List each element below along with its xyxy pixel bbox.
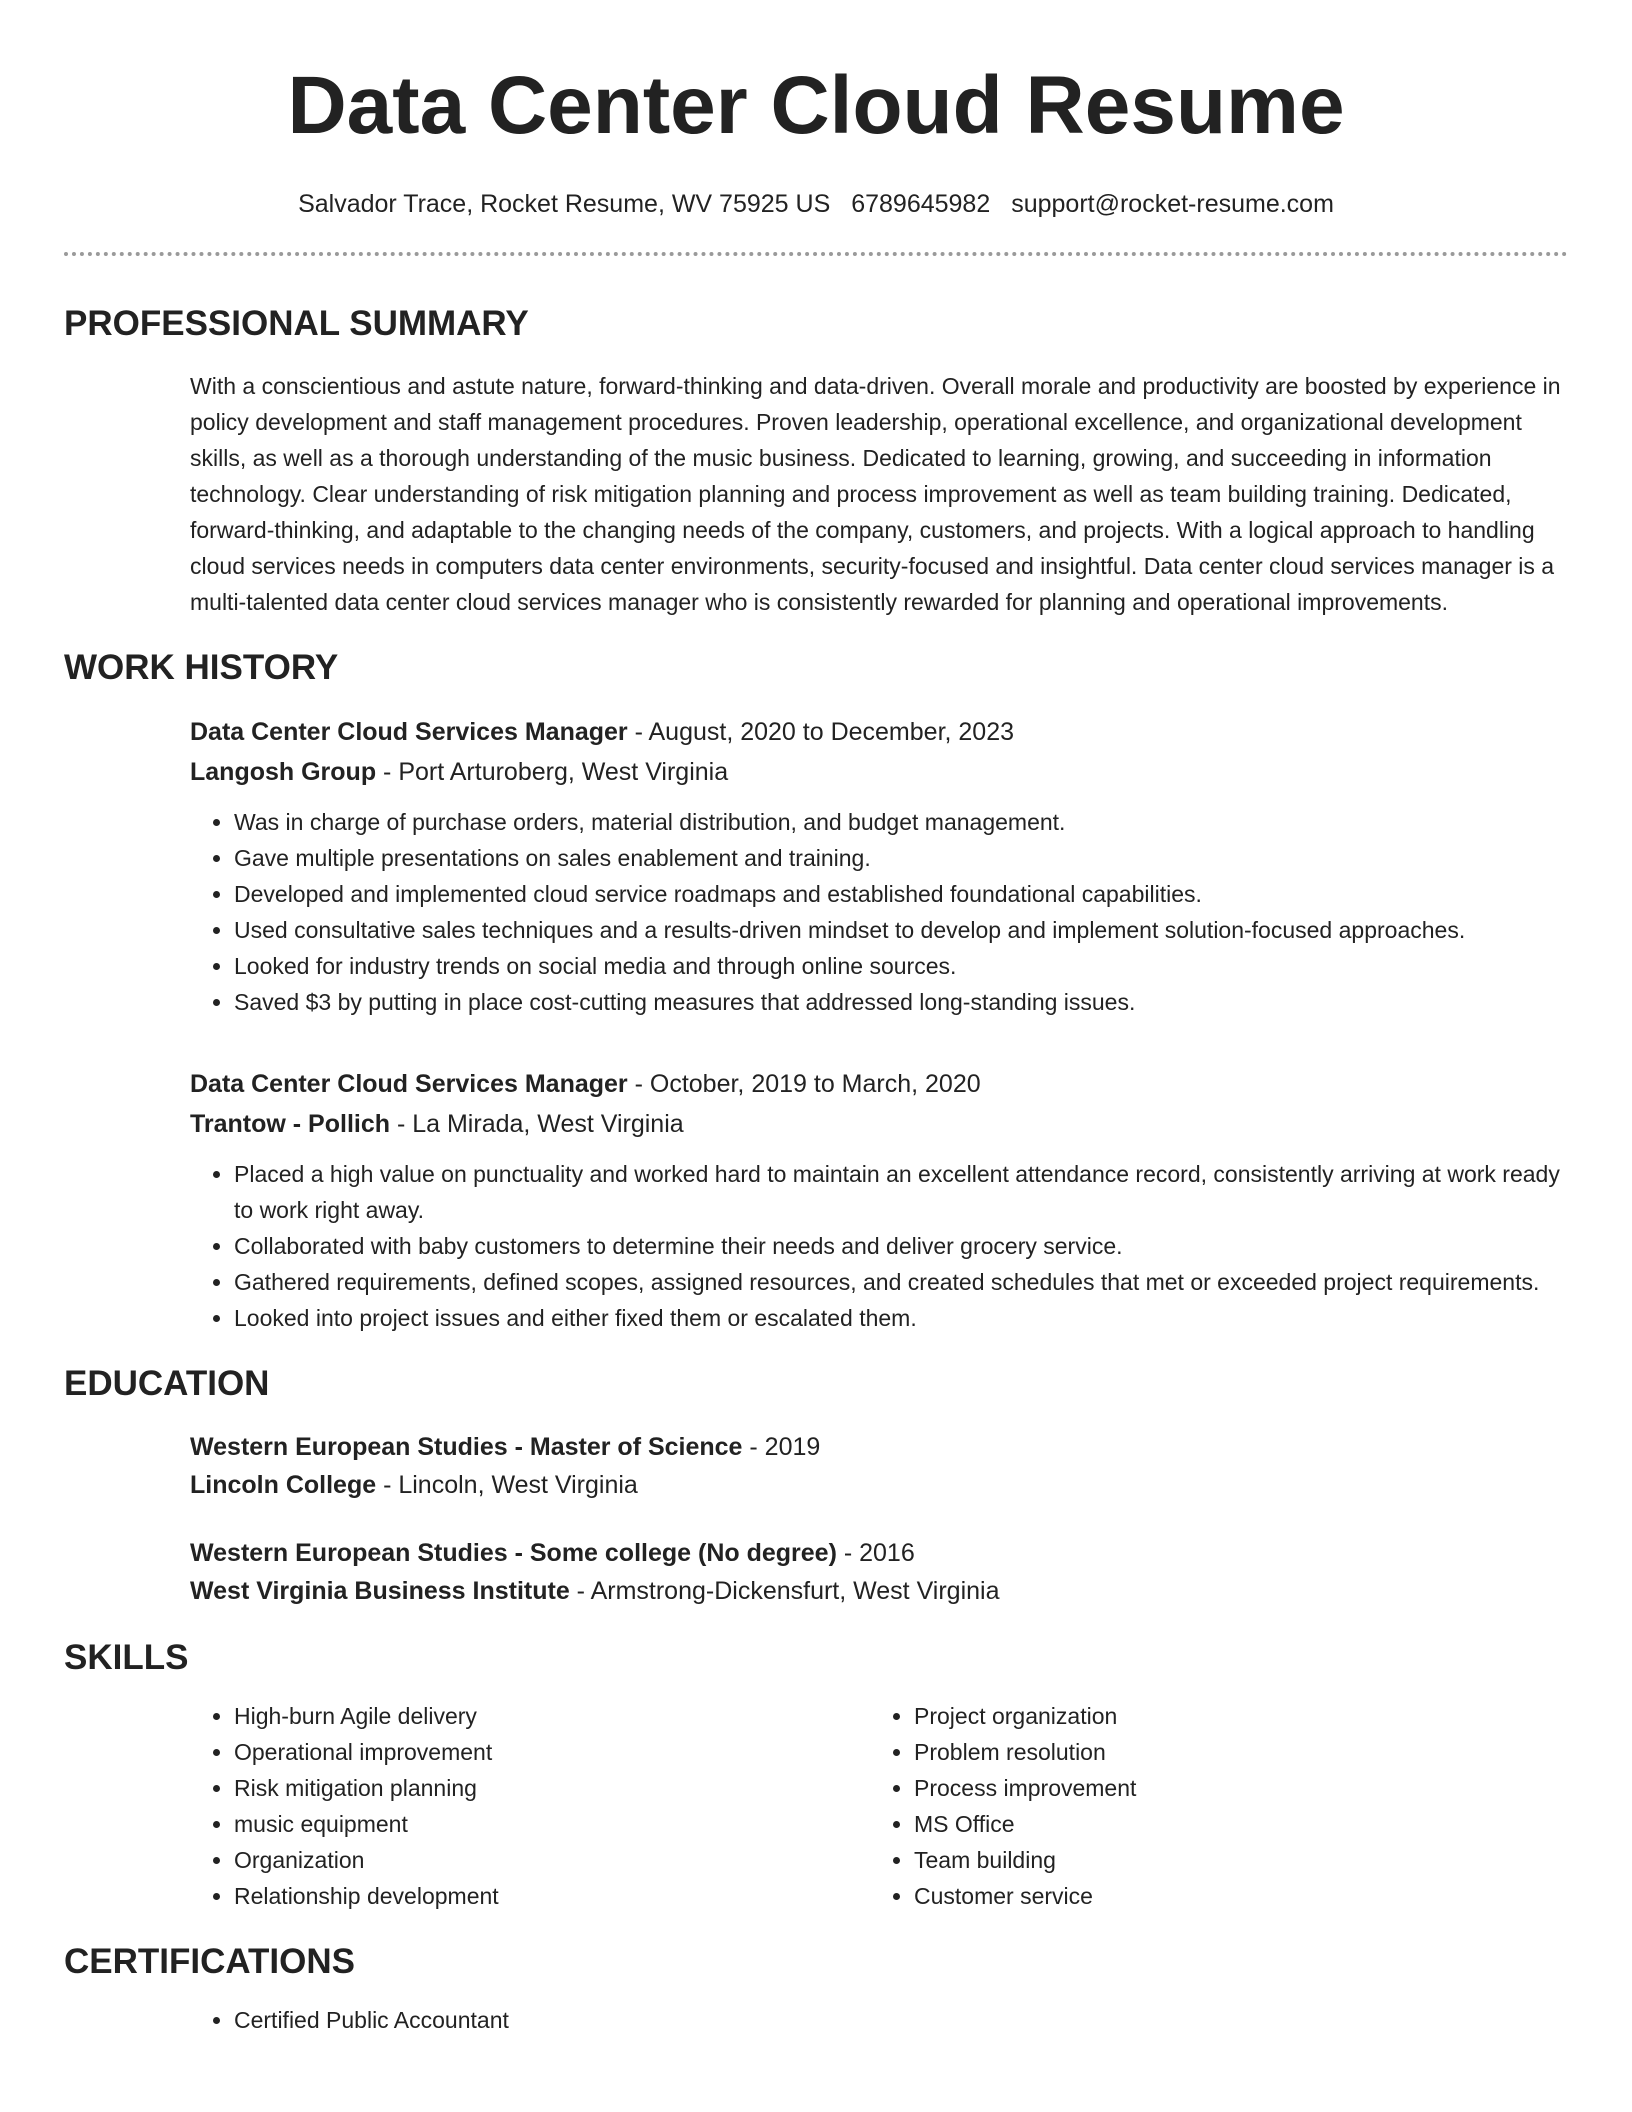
skills-columns: [64, 1698, 1568, 1914]
education-degree: Western European Studies - Some college (No degree): [190, 1539, 837, 1567]
education-entry: [64, 1534, 1568, 1610]
education-year: - 2019: [742, 1433, 821, 1461]
summary-text: With a conscientious and astute nature, forward-thinking and data-driven. Overall morale and productivity are boosted by experience in policy development and staff management procedures. Proven leadership, operational excellence, and organizational development skills, as well as a thorough understanding of the music business. Dedicated to learning, growing, and succeeding in information technology. Clear understanding of risk mitigation planning and process improvement as well as team building training. Dedicated, forward-thinking, and adaptable to the changing needs of the company, customers, and projects. With a logical approach to handling cloud services needs in computers data center environments, security-focused and insightful. Data center cloud services manager is a multi-talented data center cloud services manager who is consistently rewarded for planning and operational improvements.: [190, 373, 1561, 615]
job-title-line: [190, 1064, 1568, 1104]
education-year: - 2016: [836, 1539, 915, 1567]
list-item: • Relationship development: [234, 1878, 870, 1914]
list-item: • Project organization: [914, 1698, 1550, 1734]
job-title-line: [190, 712, 1568, 752]
list-item: • music equipment: [234, 1806, 870, 1842]
job-company-line: [190, 752, 1568, 792]
education-heading: EDUCATION: [64, 1364, 270, 1403]
list-item: • Looked for industry trends on social media and through online sources.: [234, 948, 1568, 984]
education-location: - Lincoln, West Virginia: [376, 1471, 638, 1499]
resume-header: [64, 0, 1568, 256]
skills-list-right: [870, 1698, 1550, 1914]
list-item: • Risk mitigation planning: [234, 1770, 870, 1806]
list-item: • Problem resolution: [914, 1734, 1550, 1770]
certifications-list: [64, 2002, 1568, 2038]
list-item: • MS Office: [914, 1806, 1550, 1842]
certifications-heading: CERTIFICATIONS: [64, 1942, 356, 1981]
list-item: • Was in charge of purchase orders, material distribution, and budget management.: [234, 804, 1568, 840]
education-degree-line: [190, 1534, 1568, 1572]
contact-email: support@rocket-resume.com: [1011, 190, 1334, 218]
list-item: • Operational improvement: [234, 1734, 870, 1770]
resume-title: Data Center Cloud Resume: [287, 60, 1345, 151]
list-item: • Process improvement: [914, 1770, 1550, 1806]
job-role: Data Center Cloud Services Manager: [190, 1070, 628, 1098]
job-bullets: [190, 1156, 1568, 1336]
skills-section: [64, 1636, 1568, 1914]
list-item: • Placed a high value on punctuality and worked hard to maintain an excellent attendance record, consistently arriving at work ready to work right away.: [234, 1156, 1568, 1228]
contact-address: Salvador Trace, Rocket Resume, WV 75925 US: [298, 190, 831, 218]
list-item: • Used consultative sales techniques and a results-driven mindset to develop and implement solution-focused approaches.: [234, 912, 1568, 948]
job-company-line: [190, 1104, 1568, 1144]
education-entry: [64, 1428, 1568, 1504]
education-location: - Armstrong-Dickensfurt, West Virginia: [569, 1577, 1000, 1605]
work-history-heading: WORK HISTORY: [64, 648, 339, 687]
list-item: • High-burn Agile delivery: [234, 1698, 870, 1734]
list-item: • Customer service: [914, 1878, 1550, 1914]
job-bullets: [190, 804, 1568, 1020]
job-company: Trantow - Pollich: [190, 1110, 391, 1138]
summary-heading: PROFESSIONAL SUMMARY: [64, 304, 529, 343]
education-school-line: [190, 1572, 1568, 1610]
education-school: West Virginia Business Institute: [190, 1577, 570, 1605]
skills-list-left: [190, 1698, 870, 1914]
list-item: • Gathered requirements, defined scopes, assigned resources, and created schedules that met or exceeded project requirements.: [234, 1264, 1568, 1300]
list-item: • Looked into project issues and either fixed them or escalated them.: [234, 1300, 1568, 1336]
job-company: Langosh Group: [190, 758, 377, 786]
header-divider: [64, 252, 1568, 256]
contact-phone: 6789645982: [851, 190, 991, 218]
job-entry: [64, 712, 1568, 1020]
list-item: • Gave multiple presentations on sales enablement and training.: [234, 840, 1568, 876]
summary-section: [64, 302, 1568, 620]
work-history-section: [64, 646, 1568, 1336]
education-school: Lincoln College: [190, 1471, 377, 1499]
job-dates: - October, 2019 to March, 2020: [627, 1070, 981, 1098]
job-entry: [64, 1064, 1568, 1336]
list-item: • Organization: [234, 1842, 870, 1878]
job-location: - La Mirada, West Virginia: [390, 1110, 684, 1138]
education-school-line: [190, 1466, 1568, 1504]
education-degree: Western European Studies - Master of Science: [190, 1433, 743, 1461]
education-section: [64, 1362, 1568, 1610]
list-item: • Certified Public Accountant: [234, 2002, 1568, 2038]
list-item: • Developed and implemented cloud service roadmaps and established foundational capabilities.: [234, 876, 1568, 912]
skills-heading: SKILLS: [64, 1638, 189, 1677]
certifications-section: [64, 1940, 1568, 2038]
list-item: • Collaborated with baby customers to determine their needs and deliver grocery service.: [234, 1228, 1568, 1264]
list-item: • Team building: [914, 1842, 1550, 1878]
job-location: - Port Arturoberg, West Virginia: [376, 758, 729, 786]
job-dates: - August, 2020 to December, 2023: [627, 718, 1015, 746]
list-item: • Saved $3 by putting in place cost-cutting measures that addressed long-standing issues.: [234, 984, 1568, 1020]
job-role: Data Center Cloud Services Manager: [190, 718, 628, 746]
contact-line: [64, 188, 1568, 220]
education-degree-line: [190, 1428, 1568, 1466]
